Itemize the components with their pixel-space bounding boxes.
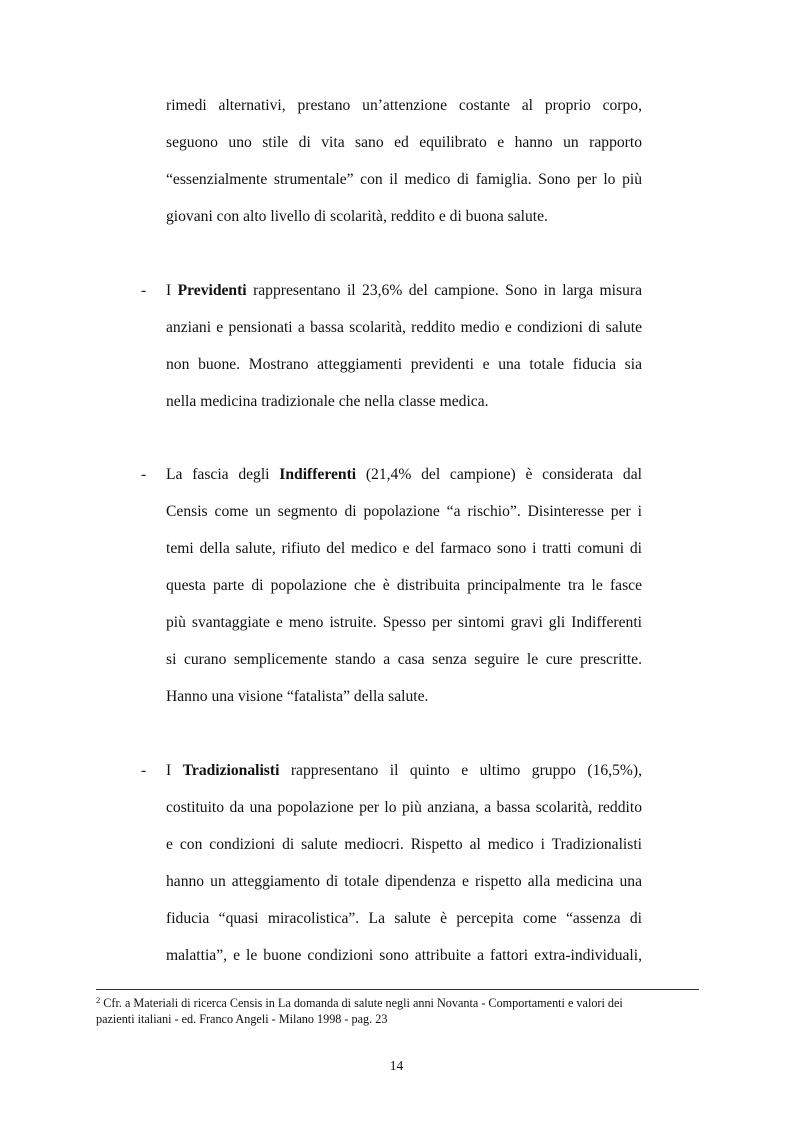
footnote-line: pazienti italiani - ed. Franco Angeli - Milano 1998 - pag. 23 (96, 1012, 388, 1026)
previdenti-line: non buone. Mostrano atteggiamenti previdenti e una totale fiducia sia (166, 356, 642, 373)
previdenti-line: anziani e pensionati a bassa scolarità, reddito medio e condizioni di salute (166, 319, 642, 336)
tradizionalisti-first-line: I Tradizionalisti rappresentano il quinto e ultimo gruppo (16,5%), (166, 762, 642, 779)
term-tradizionalisti: Tradizionalisti (182, 762, 280, 779)
term-indifferenti: Indifferenti (279, 466, 357, 483)
tradizionalisti-line: e con condizioni di salute mediocri. Rispetto al medico i Tradizionalisti (166, 836, 642, 853)
list-bullet: - (141, 466, 147, 483)
page-number: 14 (389, 1058, 404, 1073)
intro-line: seguono uno stile di vita sano ed equilibrato e hanno un rapporto (166, 134, 642, 151)
indifferenti-line: questa parte di popolazione che è distribuita principalmente tra le fasce (166, 577, 642, 594)
indifferenti-line: Censis come un segmento di popolazione “a rischio”. Disinteresse per i (166, 503, 642, 520)
list-bullet: - (141, 282, 147, 299)
indifferenti-line: temi della salute, rifiuto del medico e del farmaco sono i tratti comuni di (166, 540, 642, 557)
intro-line: giovani con alto livello di scolarità, reddito e di buona salute. (166, 208, 548, 225)
footnote-line: $^2$ Cfr. a Materiali di ricerca Censis in La domanda di salute negli anni Novanta - Comportamenti e valori dei (96, 995, 623, 1010)
indifferenti-line: più svantaggiate e meno istruite. Spesso per sintomi gravi gli Indifferenti (166, 614, 642, 631)
intro-line: “essenzialmente strumentale” con il medico di famiglia. Sono per lo più (166, 171, 642, 188)
previdenti-line: nella medicina tradizionale che nella classe medica. (166, 393, 489, 410)
tradizionalisti-line: fiducia “quasi miracolistica”. La salute è percepita come “assenza di (166, 910, 642, 927)
footnote-separator (96, 989, 699, 990)
tradizionalisti-line: malattia”, e le buone condizioni sono attribuite a fattori extra-individuali, (166, 947, 642, 964)
previdenti-first-line: I Previdenti rappresentano il 23,6% del campione. Sono in larga misura (166, 282, 642, 299)
indifferenti-first-line: La fascia degli Indifferenti (21,4% del campione) è considerata dal (166, 466, 642, 483)
intro-line: rimedi alternativi, prestano un’attenzione costante al proprio corpo, (166, 97, 642, 114)
term-previdenti: Previdenti (177, 282, 247, 299)
tradizionalisti-line: hanno un atteggiamento di totale dipendenza e rispetto alla medicina una (166, 873, 642, 890)
indifferenti-line: Hanno una visione “fatalista” della salute. (166, 688, 429, 705)
indifferenti-line: si curano semplicemente stando a casa senza seguire le cure prescritte. (166, 651, 642, 668)
list-bullet: - (141, 762, 147, 779)
footnote-marker: 2 (96, 995, 101, 1005)
tradizionalisti-line: costituito da una popolazione per lo più anziana, a bassa scolarità, reddito (166, 799, 642, 816)
